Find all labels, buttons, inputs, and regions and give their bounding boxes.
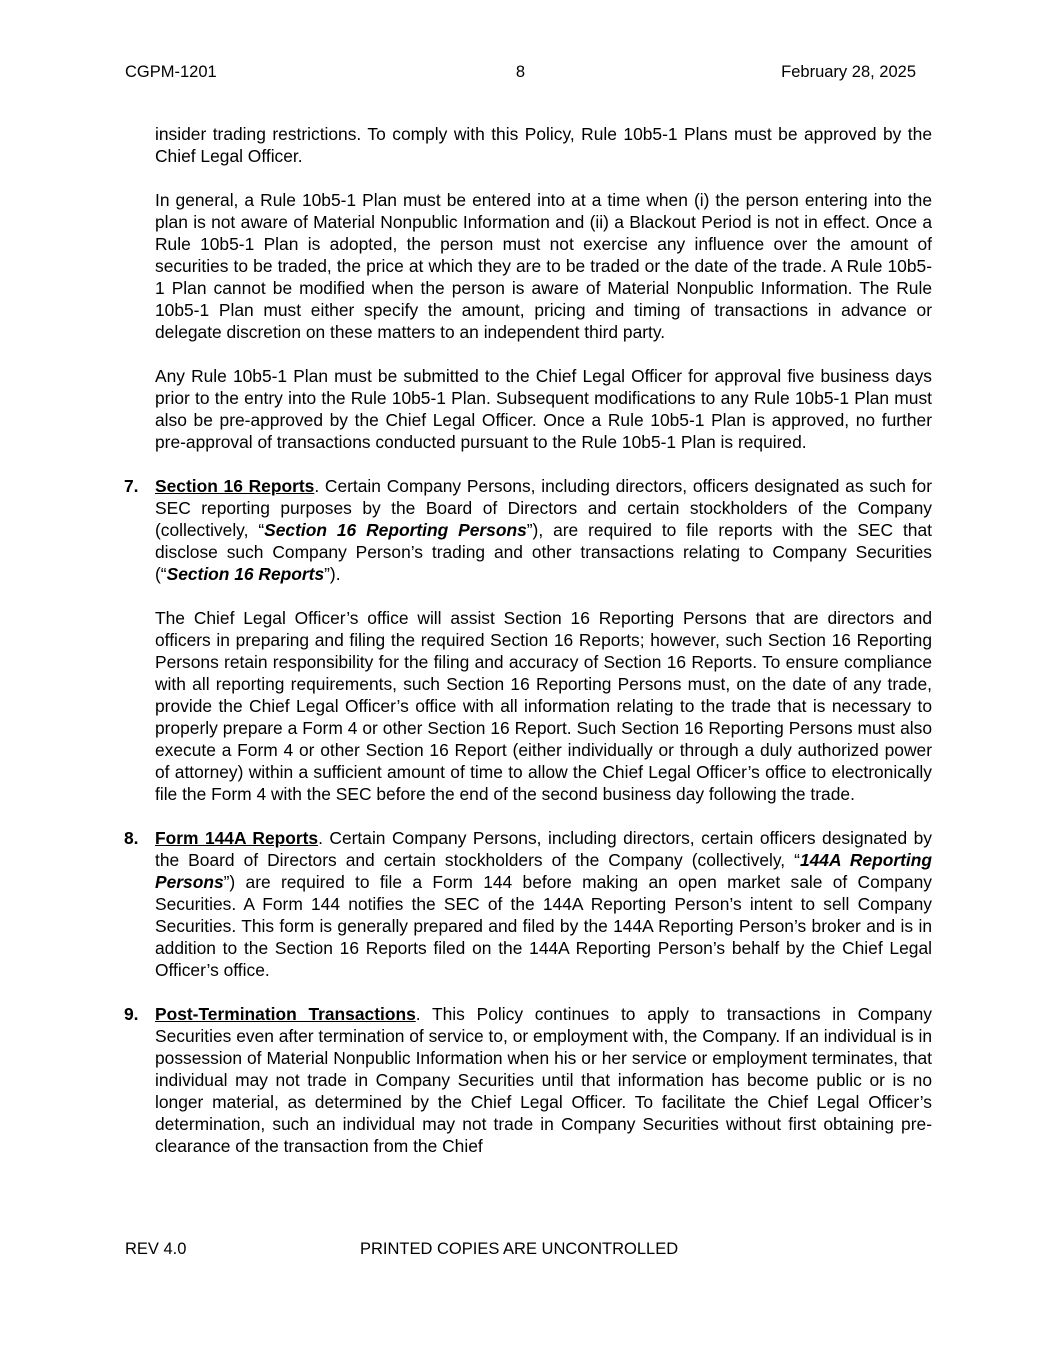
- section-text: . This Policy continues to apply to transactions in Company Securities even after termination of service to, or employment with, the Company. If an individual is in possession of Material Nonpublic Information when his or her service or employment terminates, that individual may not trade in Company Securities until that information has become public or is no longer material, as determined by the Chief Legal Officer. To facilitate the Chief Legal Officer’s determination, such an individual may not trade in Company Securities without first obtaining pre-clearance of the transaction from the Chief: [155, 1004, 933, 1156]
- section-text: ”) are required to file a Form 144 before making an open market sale of Company Securities. A Form 144 notifies the SEC of the 144A Reporting Person’s intent to sell Company Securities. This form is generally prepared and filed by the 144A Reporting Person’s broker and is in addition to the Section 16 Reports filed on the 144A Reporting Person’s behalf by the Chief Legal Officer’s office.: [155, 872, 932, 980]
- section-number: 7.: [124, 476, 139, 496]
- section-7-paragraph-2: The Chief Legal Officer’s office will assist Section 16 Reporting Persons that are directors and officers in preparing and filing the required Section 16 Reports; however, such Section 16 Reporting Persons retain responsibility for the filing and accuracy of Section 16 Reports. To ensure compliance with all reporting requirements, such Section 16 Reporting Persons must, on the date of any trade, provide the Chief Legal Officer’s office with all information relating to the trade that is necessary to properly prepare a Form 4 or other Section 16 Report. Such Section 16 Reporting Persons must also execute a Form 4 or other Section 16 Report (either individually or through a duly authorized power of attorney) within a sufficient amount of time to allow the Chief Legal Officer’s office to electronically file the Form 4 with the SEC before the end of the second business day following the trade.: [155, 608, 932, 804]
- section-text: ”), are required to file reports with the SEC that disclose such Company Person’s trading and other transactions relating to Company Securities (“: [155, 520, 932, 584]
- section-number: 8.: [124, 828, 139, 848]
- section-9: [124, 1003, 933, 1157]
- paragraph-plan-general: In general, a Rule 10b5-1 Plan must be entered into at a time when (i) the person entering into the plan is not aware of Material Nonpublic Information and (ii) a Blackout Period is not in effect. Once a Rule 10b5-1 Plan is adopted, the person must not exercise any influence over the amount of securities to be traded, the price at which they are to be traded or the date of the trade. A Rule 10b5-1 Plan cannot be modified when the person is aware of Material Nonpublic Information. The Rule 10b5-1 Plan must either specify the amount, pricing and timing of transactions in advance or delegate discretion on these matters to an independent third party.: [155, 190, 932, 342]
- defined-term: 144A Reporting Persons: [155, 850, 932, 892]
- section-text: . Certain Company Persons, including directors, certain officers designated by the Board of Directors and certain stockholders of the Company (collectively, “: [155, 828, 932, 870]
- paragraph-plan-submission: Any Rule 10b5-1 Plan must be submitted to the Chief Legal Officer for approval five business days prior to the entry into the Rule 10b5-1 Plan. Subsequent modifications to any Rule 10b5-1 Plan must also be pre-approved by the Chief Legal Officer. Once a Rule 10b5-1 Plan is approved, no further pre-approval of transactions conducted pursuant to the Rule 10b5-1 Plan is required.: [155, 366, 932, 452]
- section-9-paragraph-1: [155, 1003, 932, 1157]
- page-header: [125, 61, 916, 83]
- section-7-paragraph-1: [155, 475, 932, 585]
- revision-label: REV 4.0: [125, 1240, 187, 1258]
- page-footer: [125, 1239, 916, 1259]
- section-number: 9.: [124, 1004, 139, 1024]
- page-body: [124, 123, 933, 1179]
- section-text: . Certain Company Persons, including directors, officers designated as such for SEC reporting purposes by the Board of Directors and certain stockholders of the Company (collectively, “: [155, 476, 933, 540]
- section-text: ”).: [324, 564, 341, 584]
- defined-term: Section 16 Reporting Persons: [264, 520, 527, 540]
- copy-notice: PRINTED COPIES ARE UNCONTROLLED: [360, 1240, 679, 1258]
- document-date: February 28, 2025: [781, 63, 916, 81]
- paragraph-plan-approval: insider trading restrictions. To comply with this Policy, Rule 10b5-1 Plans must be approved by the Chief Legal Officer.: [155, 124, 932, 166]
- section-heading: Section 16 Reports: [155, 476, 315, 496]
- section-7: [124, 475, 933, 805]
- section-heading: Post-Termination Transactions: [155, 1004, 416, 1024]
- page-number: 8: [515, 63, 526, 81]
- section-8: [124, 827, 932, 981]
- section-heading: Form 144A Reports: [155, 828, 319, 848]
- section-8-paragraph-1: [155, 827, 932, 981]
- defined-term: Section 16 Reports: [166, 564, 325, 584]
- document-id: CGPM-1201: [125, 63, 217, 81]
